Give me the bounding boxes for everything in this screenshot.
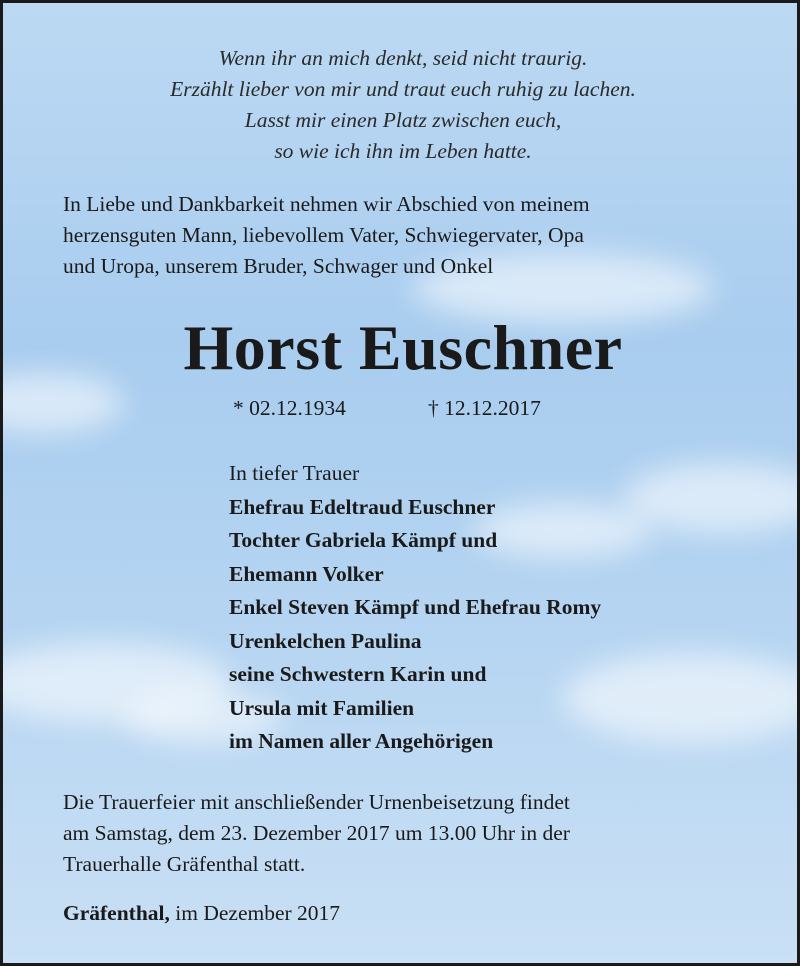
death-date: † 12.12.2017 xyxy=(428,396,541,420)
intro-line: In Liebe und Dankbarkeit nehmen wir Abschied von meinem xyxy=(63,192,590,216)
mourner-entry: Urenkelchen Paulina xyxy=(229,628,422,653)
mourners-lead: In tiefer Trauer xyxy=(229,461,360,485)
place-date: im Dezember 2017 xyxy=(175,901,341,925)
mourner-entry: Ehefrau Edeltraud Euschner xyxy=(229,494,496,519)
poem-line: so wie ich ihn im Leben hatte. xyxy=(274,139,532,163)
poem-line: Erzählt lieber von mir und traut euch ruhig zu lachen. xyxy=(170,77,636,101)
intro-line: herzensguten Mann, liebevollem Vater, Schwiegervater, Opa xyxy=(63,223,584,247)
mourner-entry: Ehemann Volker xyxy=(229,561,384,586)
intro-line: und Uropa, unserem Bruder, Schwager und Onkel xyxy=(63,254,494,278)
funeral-line: Die Trauerfeier mit anschließender Urnenbeisetzung findet xyxy=(63,790,570,814)
mourner-entry: Ursula mit Familien xyxy=(229,695,415,720)
deceased-name: Horst Euschner xyxy=(183,312,623,383)
poem-line: Lasst mir einen Platz zwischen euch, xyxy=(244,108,562,132)
mourner-entry: im Namen aller Angehörigen xyxy=(229,729,494,753)
mourner-entry: Tochter Gabriela Kämpf und xyxy=(229,528,498,552)
funeral-line: Trauerhalle Gräfenthal statt. xyxy=(63,852,306,876)
mourner-entry: Enkel Steven Kämpf und Ehefrau Romy xyxy=(229,595,602,619)
poem-line: Wenn ihr an mich denkt, seid nicht traurig. xyxy=(218,46,588,70)
intro-text xyxy=(63,189,753,282)
funeral-line: am Samstag, dem 23. Dezember 2017 um 13.00 Uhr in der xyxy=(63,821,570,845)
mourner-entry: seine Schwestern Karin und xyxy=(229,662,487,686)
place-town: Gräfenthal, xyxy=(63,901,170,925)
poem xyxy=(3,43,800,167)
mourners-list xyxy=(229,457,601,759)
funeral-info xyxy=(63,787,753,880)
place-and-date xyxy=(63,898,340,929)
birth-date: * 02.12.1934 xyxy=(233,396,346,420)
